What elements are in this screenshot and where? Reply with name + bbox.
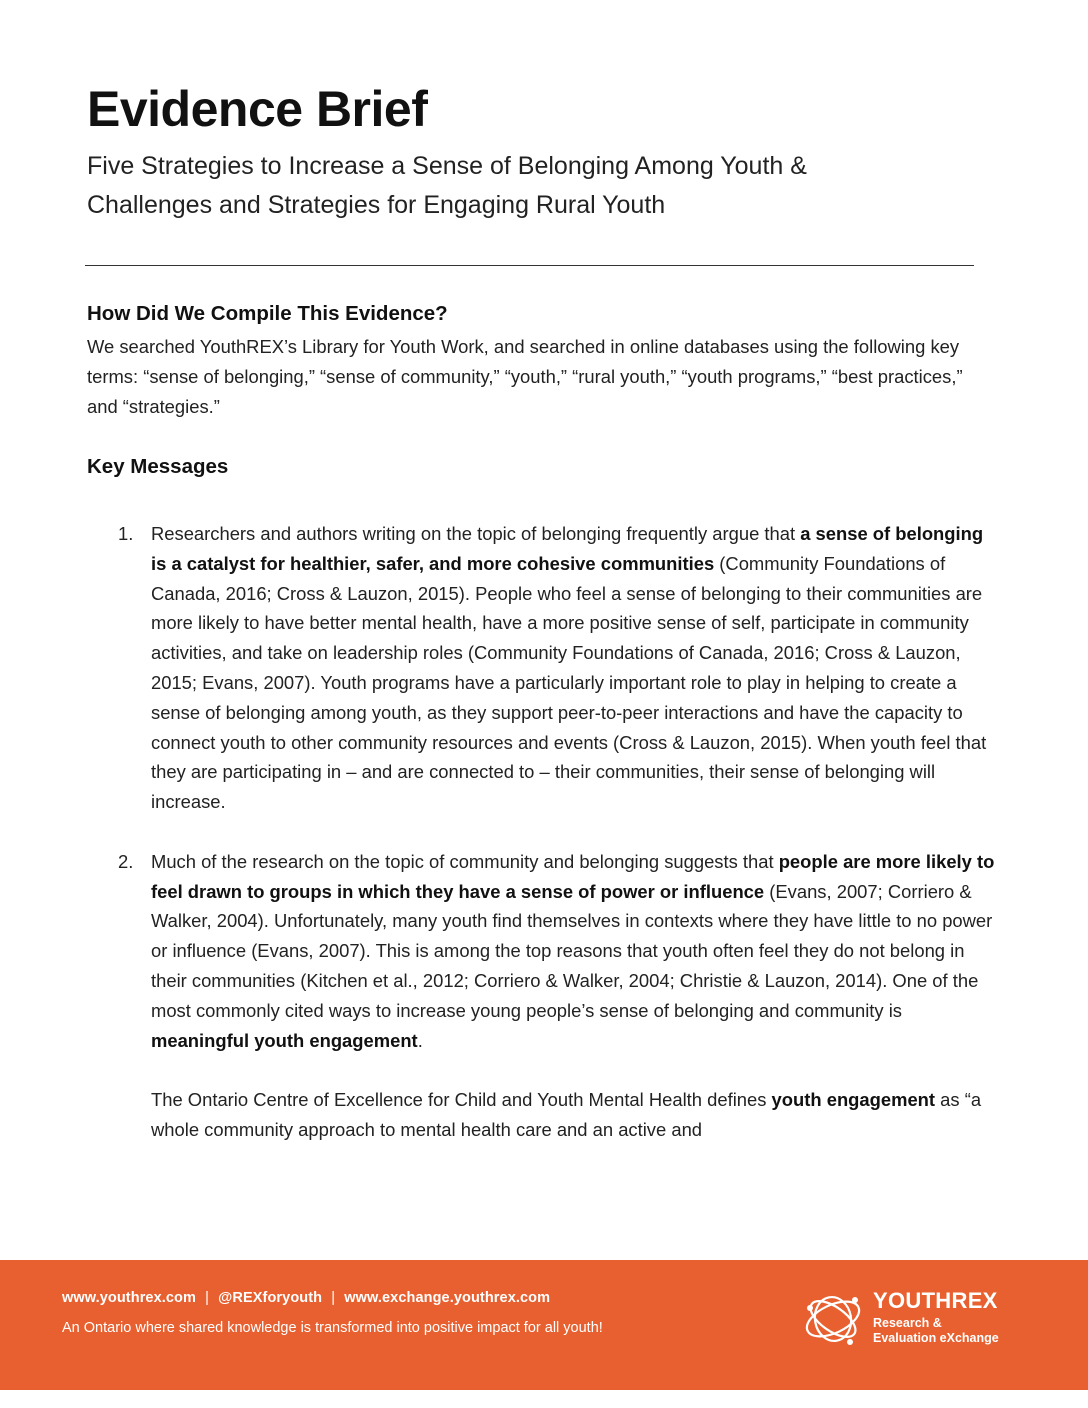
compile-body: We searched YouthREX’s Library for Youth Work, and searched in online databases using the following key terms: “sense of belonging,” “sense of community,” “youth,” “rural youth,” “youth programs,” “best practices,” and “strategies.” [87,336,963,417]
list-item-text: The Ontario Centre of Excellence for Child and Youth Mental Health defines youth engagement as “a whole community approach to mental health care and an active and [151,1089,982,1140]
emphasis-text: youth engagement [771,1089,936,1111]
footer-links [62,1290,550,1306]
page-footer [0,1260,1088,1390]
footer-separator: | [331,1290,336,1306]
key-messages-heading: Key Messages [87,455,229,478]
list-item-text: Researchers and authors writing on the topic of belonging frequently argue that a sense of belonging is a catalyst for healthier, safer, and more cohesive communities (Community Foundations of Canada, 2016; Cross & Lauzon, 2015). People who feel a sense of belonging to their communities are more likely to have better mental health, have a more positive sense of self, participate in community activities, and take on leadership roles (Community Foundations of Canada, 2016; Cross & Lauzon, 2015; Evans, 2007). Youth programs have a particularly important role to play in helping to create a sense of belonging among youth, as they support peer-to-peer interactions and have the capacity to connect youth to other community resources and events (Cross & Lauzon, 2015). When youth feel that they are participating in – and are connected to – their communities, their sense of belonging will increase. [151,523,987,813]
emphasis-text: a sense of belonging is a catalyst for healthier, safer, and more cohesive communities [151,523,984,574]
youthrex-logo-icon [800,1286,866,1352]
subtitle-line: Challenges and Strategies for Engaging Rural Youth [87,191,666,219]
footer-link-twitter[interactable]: @REXforyouth [218,1290,323,1306]
list-item-number: 2. [118,850,134,872]
logo-name: YOUTHREX [873,1288,998,1313]
list-item [87,519,999,817]
emphasis-text: meaningful youth engagement [151,1029,418,1051]
footer-link-exchange[interactable]: www.exchange.youthrex.com [344,1290,551,1306]
logo-subtitle: Research & Evaluation eXchange [873,1316,999,1345]
youthrex-logo [800,1286,1030,1356]
footer-tagline: An Ontario where shared knowledge is transformed into positive impact for all youth! [62,1320,603,1336]
key-messages-list [87,519,999,1145]
subtitle-line: Five Strategies to Increase a Sense of Belonging Among Youth & [87,152,807,180]
emphasis-text: people are more likely to feel drawn to groups in which they have a sense of power or influence [151,850,995,902]
list-item-text: Much of the research on the topic of community and belonging suggests that people are more likely to feel drawn to groups in which they have a sense of power or influence (Evans, 2007; Corriero & Walker, 2004). Unfortunately, many youth find themselves in contexts where they have little to no power or influence (Evans, 2007). This is among the top reasons that youth often feel they do not belong in their communities (Kitchen et al., 2012; Corriero & Walker, 2004; Christie & Lauzon, 2014). One of the most commonly cited ways to increase young people’s sense of belonging and community is meaningful youth engagement. [151,850,995,1051]
footer-link-website[interactable]: www.youthrex.com [62,1290,197,1306]
document-subtitle [87,147,987,225]
list-item-number: 1. [118,523,134,544]
list-item [87,847,999,1145]
title-divider [85,265,974,266]
footer-separator: | [205,1290,210,1306]
compile-heading: How Did We Compile This Evidence? [87,302,448,325]
document-title: Evidence Brief [87,81,428,137]
